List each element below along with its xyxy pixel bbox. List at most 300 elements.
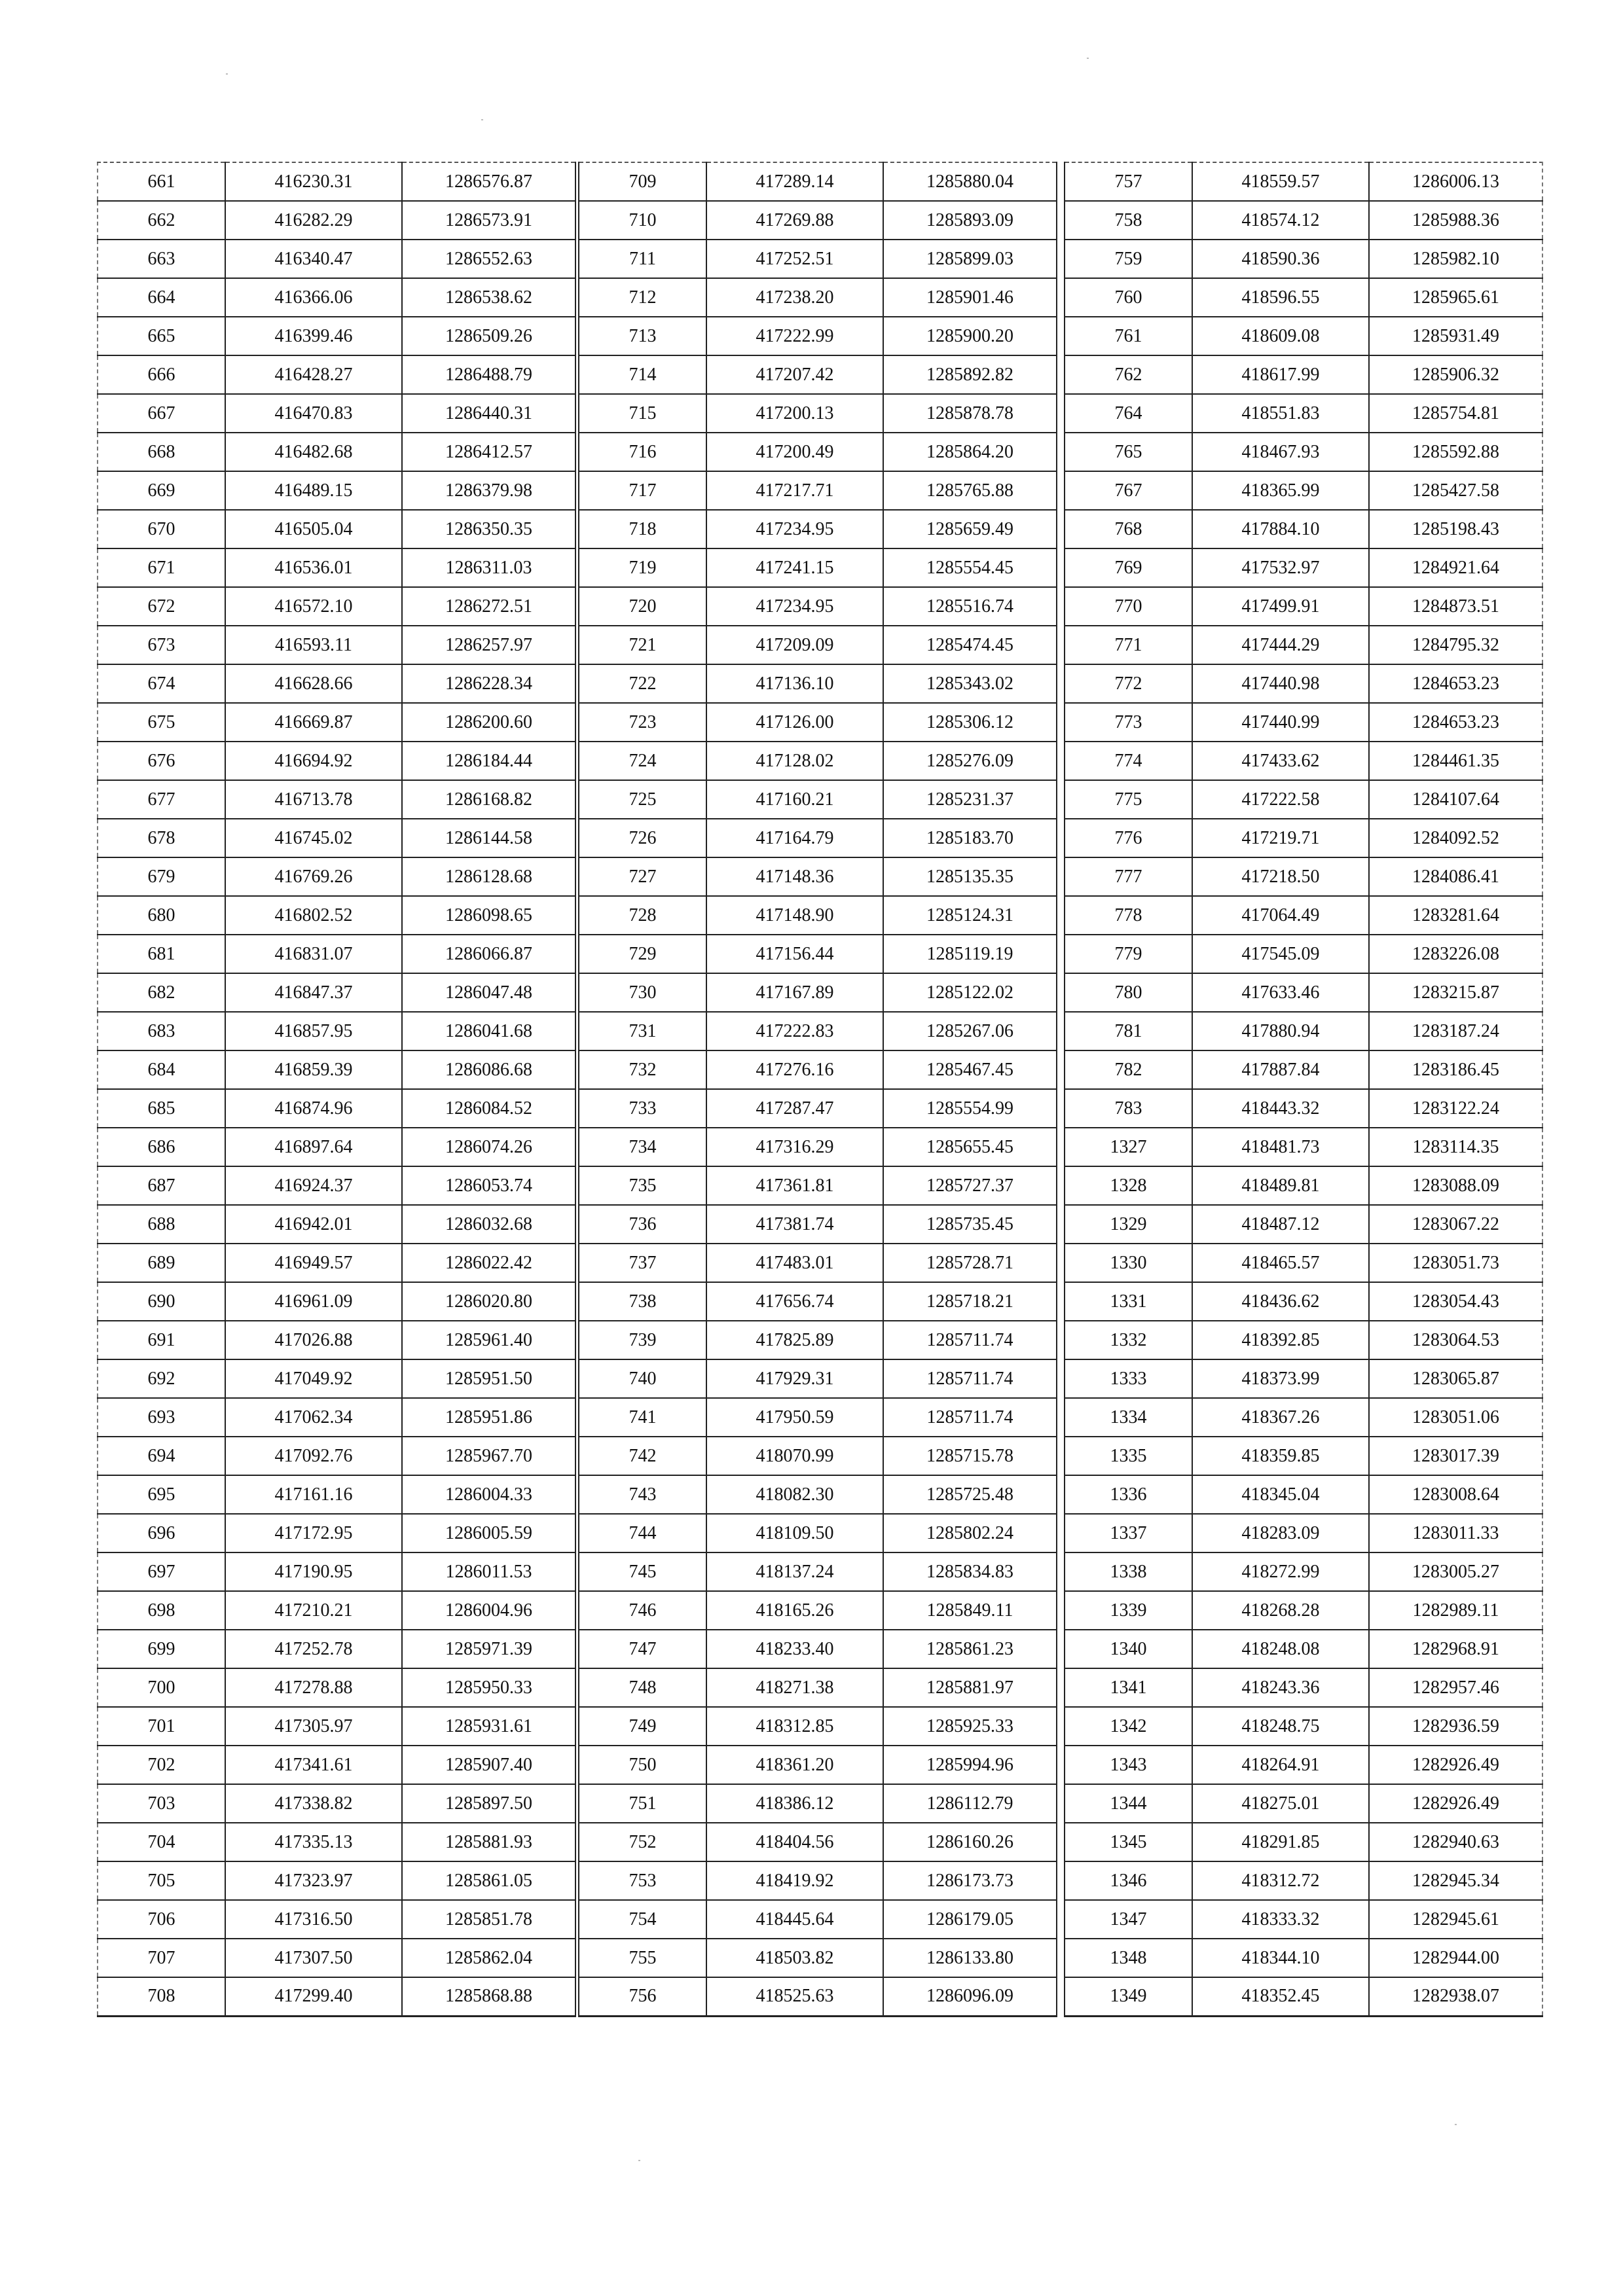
point-number-cell: 1348 [1065,1939,1192,1977]
point-number-cell: 680 [98,896,225,935]
y-coordinate-cell: 1282968.91 [1369,1630,1542,1668]
point-number-cell: 714 [579,355,706,394]
table-row [1065,1591,1542,1630]
x-coordinate-cell: 417026.88 [225,1321,402,1359]
y-coordinate-cell: 1285961.40 [402,1321,575,1359]
table-row [98,626,575,664]
y-coordinate-cell: 1285735.45 [883,1205,1057,1244]
scan-speck [1087,58,1089,59]
x-coordinate-cell: 417316.50 [225,1900,402,1939]
y-coordinate-cell: 1282926.49 [1369,1746,1542,1784]
point-number-cell: 711 [579,240,706,278]
x-coordinate-cell: 418272.99 [1192,1552,1369,1591]
y-coordinate-cell: 1286112.79 [883,1784,1057,1823]
point-number-cell: 757 [1065,162,1192,201]
point-number-cell: 716 [579,433,706,471]
table-row [1065,742,1542,780]
y-coordinate-cell: 1285925.33 [883,1707,1057,1746]
table-row [98,510,575,548]
table-row [579,394,1057,433]
y-coordinate-cell: 1285231.37 [883,780,1057,819]
table-row [579,780,1057,819]
point-number-cell: 661 [98,162,225,201]
table-row [98,780,575,819]
point-number-cell: 724 [579,742,706,780]
x-coordinate-cell: 418352.45 [1192,1977,1369,2016]
table-row [579,1939,1057,1977]
point-number-cell: 679 [98,857,225,896]
y-coordinate-cell: 1283067.22 [1369,1205,1542,1244]
point-number-cell: 675 [98,703,225,742]
y-coordinate-cell: 1285892.82 [883,355,1057,394]
point-number-cell: 720 [579,587,706,626]
point-number-cell: 727 [579,857,706,896]
x-coordinate-cell: 417335.13 [225,1823,402,1861]
point-number-cell: 764 [1065,394,1192,433]
point-number-cell: 1327 [1065,1128,1192,1166]
table-row [98,1050,575,1089]
table-row [98,1900,575,1939]
point-number-cell: 782 [1065,1050,1192,1089]
point-number-cell: 738 [579,1282,706,1321]
table-row [1065,394,1542,433]
x-coordinate-cell: 417252.51 [706,240,883,278]
x-coordinate-cell: 417238.20 [706,278,883,317]
point-number-cell: 769 [1065,548,1192,587]
point-number-cell: 670 [98,510,225,548]
x-coordinate-cell: 418445.64 [706,1900,883,1939]
x-coordinate-cell: 417160.21 [706,780,883,819]
x-coordinate-cell: 417252.78 [225,1630,402,1668]
x-coordinate-cell: 417483.01 [706,1244,883,1282]
x-coordinate-cell: 418271.38 [706,1668,883,1707]
table-row [1065,1552,1542,1591]
table-row [579,819,1057,857]
y-coordinate-cell: 1286573.91 [402,201,575,240]
x-coordinate-cell: 418243.36 [1192,1668,1369,1707]
y-coordinate-cell: 1286160.26 [883,1823,1057,1861]
x-coordinate-cell: 417161.16 [225,1475,402,1514]
table-row [579,1166,1057,1205]
point-number-cell: 1331 [1065,1282,1192,1321]
point-number-cell: 734 [579,1128,706,1166]
x-coordinate-cell: 416340.47 [225,240,402,278]
table-row [1065,857,1542,896]
x-coordinate-cell: 416942.01 [225,1205,402,1244]
table-row [579,1630,1057,1668]
x-coordinate-cell: 417305.97 [225,1707,402,1746]
x-coordinate-cell: 416859.39 [225,1050,402,1089]
x-coordinate-cell: 418264.91 [1192,1746,1369,1784]
y-coordinate-cell: 1284921.64 [1369,548,1542,587]
table-row [98,548,575,587]
table-row [1065,1668,1542,1707]
table-row [98,1012,575,1050]
y-coordinate-cell: 1285119.19 [883,935,1057,973]
x-coordinate-cell: 416230.31 [225,162,402,201]
point-number-cell: 1335 [1065,1437,1192,1475]
point-number-cell: 713 [579,317,706,355]
point-number-cell: 673 [98,626,225,664]
y-coordinate-cell: 1286006.13 [1369,162,1542,201]
x-coordinate-cell: 418344.10 [1192,1939,1369,1977]
x-coordinate-cell: 418109.50 [706,1514,883,1552]
y-coordinate-cell: 1284873.51 [1369,587,1542,626]
x-coordinate-cell: 417545.09 [1192,935,1369,973]
table-row [579,1823,1057,1861]
point-number-cell: 745 [579,1552,706,1591]
table-row [98,201,575,240]
point-number-cell: 780 [1065,973,1192,1012]
y-coordinate-cell: 1283011.33 [1369,1514,1542,1552]
point-number-cell: 747 [579,1630,706,1668]
point-number-cell: 1345 [1065,1823,1192,1861]
table-row [579,664,1057,703]
y-coordinate-cell: 1282945.34 [1369,1861,1542,1900]
point-number-cell: 758 [1065,201,1192,240]
point-number-cell: 678 [98,819,225,857]
x-coordinate-cell: 417323.97 [225,1861,402,1900]
x-coordinate-cell: 416470.83 [225,394,402,433]
point-number-cell: 723 [579,703,706,742]
y-coordinate-cell: 1285881.97 [883,1668,1057,1707]
point-number-cell: 685 [98,1089,225,1128]
table-row [1065,471,1542,510]
table-row [1065,1823,1542,1861]
y-coordinate-cell: 1286020.80 [402,1282,575,1321]
point-number-cell: 676 [98,742,225,780]
point-number-cell: 699 [98,1630,225,1668]
x-coordinate-cell: 418165.26 [706,1591,883,1630]
table-row [1065,1514,1542,1552]
y-coordinate-cell: 1286228.34 [402,664,575,703]
y-coordinate-cell: 1282945.61 [1369,1900,1542,1939]
point-number-cell: 770 [1065,587,1192,626]
point-number-cell: 1336 [1065,1475,1192,1514]
point-number-cell: 705 [98,1861,225,1900]
x-coordinate-cell: 418489.81 [1192,1166,1369,1205]
x-coordinate-cell: 417064.49 [1192,896,1369,935]
table-row [1065,1475,1542,1514]
table-row [579,1205,1057,1244]
point-number-cell: 672 [98,587,225,626]
y-coordinate-cell: 1285893.09 [883,201,1057,240]
table-row [1065,1900,1542,1939]
point-number-cell: 746 [579,1591,706,1630]
point-number-cell: 683 [98,1012,225,1050]
point-number-cell: 778 [1065,896,1192,935]
y-coordinate-cell: 1285899.03 [883,240,1057,278]
table-row [1065,780,1542,819]
point-number-cell: 701 [98,1707,225,1746]
y-coordinate-cell: 1286133.80 [883,1939,1057,1977]
table-row [1065,1244,1542,1282]
y-coordinate-cell: 1285122.02 [883,973,1057,1012]
table-row [1065,935,1542,973]
table-row [579,1359,1057,1398]
y-coordinate-cell: 1286144.58 [402,819,575,857]
x-coordinate-cell: 418525.63 [706,1977,883,2016]
y-coordinate-cell: 1286379.98 [402,471,575,510]
x-coordinate-cell: 416831.07 [225,935,402,973]
table-row [98,1437,575,1475]
point-number-cell: 703 [98,1784,225,1823]
x-coordinate-cell: 417532.97 [1192,548,1369,587]
x-coordinate-cell: 417278.88 [225,1668,402,1707]
x-coordinate-cell: 417433.62 [1192,742,1369,780]
point-number-cell: 1347 [1065,1900,1192,1939]
x-coordinate-cell: 417276.16 [706,1050,883,1089]
point-number-cell: 740 [579,1359,706,1398]
point-number-cell: 715 [579,394,706,433]
point-number-cell: 668 [98,433,225,471]
x-coordinate-cell: 416694.92 [225,742,402,780]
y-coordinate-cell: 1285276.09 [883,742,1057,780]
y-coordinate-cell: 1282926.49 [1369,1784,1542,1823]
point-number-cell: 759 [1065,240,1192,278]
y-coordinate-cell: 1285862.04 [402,1939,575,1977]
scan-speck [226,73,228,75]
y-coordinate-cell: 1286066.87 [402,935,575,973]
table-row [1065,1359,1542,1398]
table-row [98,857,575,896]
table-row [1065,626,1542,664]
x-coordinate-cell: 418248.08 [1192,1630,1369,1668]
table-row [1065,201,1542,240]
point-number-cell: 697 [98,1552,225,1591]
point-number-cell: 781 [1065,1012,1192,1050]
y-coordinate-cell: 1286004.96 [402,1591,575,1630]
point-number-cell: 1343 [1065,1746,1192,1784]
table-row [98,1398,575,1437]
point-number-cell: 1339 [1065,1591,1192,1630]
table-row [98,1707,575,1746]
table-row [98,1861,575,1900]
point-number-cell: 681 [98,935,225,973]
x-coordinate-cell: 417241.15 [706,548,883,587]
x-coordinate-cell: 416399.46 [225,317,402,355]
point-number-cell: 777 [1065,857,1192,896]
x-coordinate-cell: 418551.83 [1192,394,1369,433]
y-coordinate-cell: 1285124.31 [883,896,1057,935]
y-coordinate-cell: 1285306.12 [883,703,1057,742]
point-number-cell: 750 [579,1746,706,1784]
point-number-cell: 773 [1065,703,1192,742]
x-coordinate-cell: 416282.29 [225,201,402,240]
x-coordinate-cell: 416857.95 [225,1012,402,1050]
point-number-cell: 742 [579,1437,706,1475]
x-coordinate-cell: 417825.89 [706,1321,883,1359]
x-coordinate-cell: 417234.95 [706,587,883,626]
x-coordinate-cell: 416713.78 [225,780,402,819]
x-coordinate-cell: 418359.85 [1192,1437,1369,1475]
x-coordinate-cell: 417062.34 [225,1398,402,1437]
x-coordinate-cell: 416366.06 [225,278,402,317]
y-coordinate-cell: 1285864.20 [883,433,1057,471]
y-coordinate-cell: 1285427.58 [1369,471,1542,510]
x-coordinate-cell: 417092.76 [225,1437,402,1475]
y-coordinate-cell: 1283215.87 [1369,973,1542,1012]
table-row [98,1746,575,1784]
table-row [579,1244,1057,1282]
table-row [98,1282,575,1321]
y-coordinate-cell: 1286576.87 [402,162,575,201]
y-coordinate-cell: 1285554.45 [883,548,1057,587]
y-coordinate-cell: 1285725.48 [883,1475,1057,1514]
x-coordinate-cell: 417164.79 [706,819,883,857]
y-coordinate-cell: 1286179.05 [883,1900,1057,1939]
table-row [579,201,1057,240]
table-row [98,1359,575,1398]
point-number-cell: 737 [579,1244,706,1282]
y-coordinate-cell: 1282957.46 [1369,1668,1542,1707]
table-row [98,1128,575,1166]
x-coordinate-cell: 418082.30 [706,1475,883,1514]
table-row [579,703,1057,742]
y-coordinate-cell: 1286272.51 [402,587,575,626]
table-row [1065,1630,1542,1668]
point-number-cell: 719 [579,548,706,587]
x-coordinate-cell: 417299.40 [225,1977,402,2016]
x-coordinate-cell: 418465.57 [1192,1244,1369,1282]
point-number-cell: 1349 [1065,1977,1192,2016]
y-coordinate-cell: 1285851.78 [402,1900,575,1939]
x-coordinate-cell: 418481.73 [1192,1128,1369,1166]
y-coordinate-cell: 1285907.40 [402,1746,575,1784]
point-number-cell: 696 [98,1514,225,1552]
y-coordinate-cell: 1284461.35 [1369,742,1542,780]
y-coordinate-cell: 1286488.79 [402,355,575,394]
table-row [98,1630,575,1668]
x-coordinate-cell: 417210.21 [225,1591,402,1630]
point-number-cell: 725 [579,780,706,819]
y-coordinate-cell: 1286047.48 [402,973,575,1012]
table-row [98,317,575,355]
point-number-cell: 687 [98,1166,225,1205]
table-row [98,896,575,935]
scan-speck [638,2160,640,2161]
table-row [579,510,1057,548]
point-number-cell: 718 [579,510,706,548]
x-coordinate-cell: 416874.96 [225,1089,402,1128]
x-coordinate-cell: 417207.42 [706,355,883,394]
table-row [1065,1128,1542,1166]
y-coordinate-cell: 1284653.23 [1369,664,1542,703]
point-number-cell: 1333 [1065,1359,1192,1398]
table-row [579,1050,1057,1089]
x-coordinate-cell: 418137.24 [706,1552,883,1591]
x-coordinate-cell: 418233.40 [706,1630,883,1668]
point-number-cell: 692 [98,1359,225,1398]
y-coordinate-cell: 1285967.70 [402,1437,575,1475]
point-number-cell: 677 [98,780,225,819]
y-coordinate-cell: 1285931.61 [402,1707,575,1746]
point-number-cell: 728 [579,896,706,935]
table-row [579,1784,1057,1823]
y-coordinate-cell: 1285900.20 [883,317,1057,355]
table-row [98,1552,575,1591]
point-number-cell: 700 [98,1668,225,1707]
y-coordinate-cell: 1283051.06 [1369,1398,1542,1437]
table-row [98,1514,575,1552]
y-coordinate-cell: 1285183.70 [883,819,1057,857]
y-coordinate-cell: 1285711.74 [883,1398,1057,1437]
y-coordinate-cell: 1285982.10 [1369,240,1542,278]
point-number-cell: 721 [579,626,706,664]
table-row [1065,1282,1542,1321]
point-number-cell: 710 [579,201,706,240]
y-coordinate-cell: 1285880.04 [883,162,1057,201]
table-row [1065,1321,1542,1359]
x-coordinate-cell: 417656.74 [706,1282,883,1321]
x-coordinate-cell: 418443.32 [1192,1089,1369,1128]
y-coordinate-cell: 1286128.68 [402,857,575,896]
table-row [579,1321,1057,1359]
x-coordinate-cell: 417289.14 [706,162,883,201]
table-row [98,587,575,626]
y-coordinate-cell: 1286184.44 [402,742,575,780]
table-row [1065,1012,1542,1050]
y-coordinate-cell: 1282940.63 [1369,1823,1542,1861]
y-coordinate-cell: 1286350.35 [402,510,575,548]
point-number-cell: 761 [1065,317,1192,355]
y-coordinate-cell: 1285198.43 [1369,510,1542,548]
y-coordinate-cell: 1285802.24 [883,1514,1057,1552]
x-coordinate-cell: 417126.00 [706,703,883,742]
x-coordinate-cell: 418574.12 [1192,201,1369,240]
table-row [579,1591,1057,1630]
table-row [579,433,1057,471]
table-row [579,355,1057,394]
table-row [98,1784,575,1823]
y-coordinate-cell: 1283114.35 [1369,1128,1542,1166]
x-coordinate-cell: 417929.31 [706,1359,883,1398]
table-row [1065,317,1542,355]
x-coordinate-cell: 417172.95 [225,1514,402,1552]
y-coordinate-cell: 1285988.36 [1369,201,1542,240]
table-row [579,548,1057,587]
y-coordinate-cell: 1286032.68 [402,1205,575,1244]
y-coordinate-cell: 1283064.53 [1369,1321,1542,1359]
point-number-cell: 731 [579,1012,706,1050]
table-row [98,1321,575,1359]
y-coordinate-cell: 1286412.57 [402,433,575,471]
x-coordinate-cell: 417049.92 [225,1359,402,1398]
y-coordinate-cell: 1285861.23 [883,1630,1057,1668]
point-number-cell: 748 [579,1668,706,1707]
table-row [98,355,575,394]
table-row [98,1939,575,1977]
table-row [1065,240,1542,278]
point-number-cell: 776 [1065,819,1192,857]
x-coordinate-cell: 417136.10 [706,664,883,703]
x-coordinate-cell: 418333.32 [1192,1900,1369,1939]
y-coordinate-cell: 1286096.09 [883,1977,1057,2016]
point-number-cell: 702 [98,1746,225,1784]
x-coordinate-cell: 417167.89 [706,973,883,1012]
point-number-cell: 664 [98,278,225,317]
table-row [98,278,575,317]
x-coordinate-cell: 417209.09 [706,626,883,664]
table-row [1065,1977,1542,2016]
x-coordinate-cell: 418503.82 [706,1939,883,1977]
point-number-cell: 754 [579,1900,706,1939]
point-number-cell: 743 [579,1475,706,1514]
point-number-cell: 686 [98,1128,225,1166]
x-coordinate-cell: 418367.26 [1192,1398,1369,1437]
table-row [579,1398,1057,1437]
point-number-cell: 749 [579,1707,706,1746]
